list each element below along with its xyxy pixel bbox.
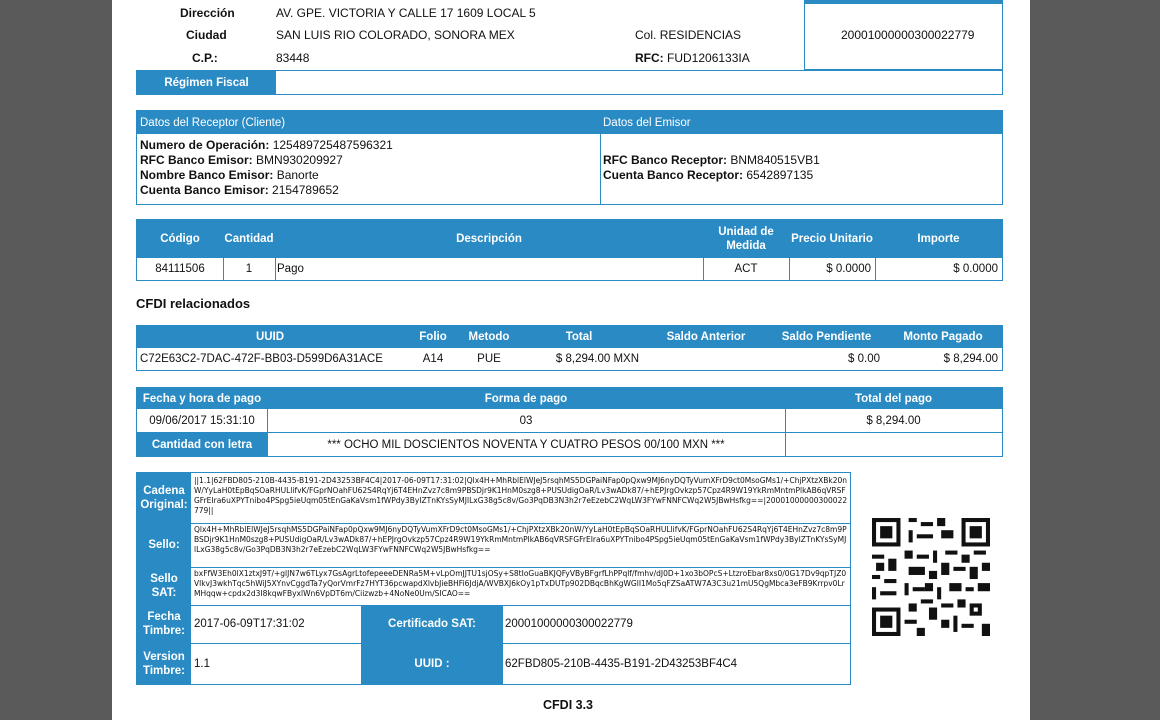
direccion-value: AV. GPE. VICTORIA Y CALLE 17 1609 LOCAL 5 (276, 6, 536, 20)
fecha-timbre: 2017-06-09T17:31:02 (194, 618, 305, 630)
cert-sat-label: Certificado SAT: (362, 605, 502, 643)
cfdi-relacionados-table (136, 325, 1003, 371)
rel-monto-pagado: $ 8,294.00 (943, 353, 998, 365)
col-saldo-anterior: Saldo Anterior (643, 326, 769, 348)
sello-sat: bxFfW3Eh0lX1ztxJ9T/+glJN7w6TLyx7GsAgrLtofepeeeDENRa5M+vLpOmJJTU1sjOSy+S8tIoGuaBKJQFyVByBFgrfLhPPqlf/fmhv/dJ0D+1xo3bOPcS+LtzroEbar8xs0/0G17Dv9qpTJZ0VlkvJ3wkhTqc5hWiJ5XYnvCggdTa7yQorVmrFz7HYT36pcwapdXlvbJieBHFi6JdjA/WVBXJ6kOy1pTxDUTp902DBqcBhKgWGlI1Mo5qFZSaATW7A3C3u21mU5QgMbca3eFB9Krrpv0LrMHqqw+cpdx2d3I8kqwFByxlWn6VpDT6m/Ciizwzb+4NoNe0Um/SICAO== (194, 569, 847, 598)
cadena-label: Cadena Original: (137, 473, 191, 523)
cantidad-letra-label: Cantidad con letra (137, 433, 267, 456)
pago-table (136, 387, 1003, 457)
rfc-banco-emisor: RFC Banco Emisor: BMN930209927 (140, 153, 343, 167)
cfdi-relacionados-title: CFDI relacionados (136, 296, 251, 311)
invoice-page (112, 0, 1030, 720)
cert-box (804, 0, 1003, 70)
col-monto-pagado: Monto Pagado (884, 326, 1002, 348)
row-codigo: 84111506 (155, 263, 205, 275)
total-pago: $ 8,294.00 (866, 414, 921, 427)
col-precio: Precio Unitario (789, 220, 875, 258)
row-unidad: ACT (734, 263, 758, 275)
col-value: Col. RESIDENCIAS (635, 28, 742, 42)
rel-metodo: PUE (477, 353, 501, 365)
col-codigo: Código (137, 220, 223, 258)
cert-sat: 20001000000300022779 (505, 618, 633, 630)
col-saldo-pendiente: Saldo Pendiente (769, 326, 884, 348)
col-uuid: UUID (137, 326, 403, 348)
row-precio: $ 0.0000 (826, 263, 871, 275)
cp-label: C.P.: (192, 51, 218, 65)
rel-saldo-anterior (643, 348, 769, 370)
row-importe: $ 0.0000 (953, 263, 998, 275)
row-descripcion: Pago (277, 263, 304, 275)
forma-pago-label: Forma de pago (267, 388, 785, 409)
uuid-label: UUID : (362, 643, 502, 684)
cfdi-version: CFDI 3.3 (543, 698, 594, 712)
forma-pago: 03 (519, 414, 533, 427)
regimen-row (136, 70, 1003, 95)
nombre-banco-emisor: Nombre Banco Emisor: Banorte (140, 168, 319, 182)
rel-folio: A14 (422, 353, 444, 365)
receptor-title: Datos del Receptor (Cliente) (137, 111, 600, 134)
sello-sat-label: Sello SAT: (137, 567, 191, 605)
col-metodo: Metodo (463, 326, 515, 348)
sello-label: Sello: (137, 523, 191, 567)
direccion-label: Dirección (180, 6, 235, 20)
cantidad-letra: *** OCHO MIL DOSCIENTOS NOVENTA Y CUATRO PESOS 00/100 MXN *** (327, 438, 725, 451)
cuenta-banco-receptor: Cuenta Banco Receptor: 6542897135 (603, 168, 814, 182)
cert-value: 20001000000300022779 (841, 28, 975, 42)
col-descripcion: Descripción (275, 220, 703, 258)
regimen-label: Régimen Fiscal (137, 71, 276, 94)
conceptos-table (136, 219, 1003, 281)
rel-saldo-pendiente: $ 0.00 (848, 353, 880, 365)
cuenta-banco-emisor: Cuenta Banco Emisor: 2154789652 (140, 183, 339, 197)
cp-value: 83448 (276, 51, 310, 65)
fecha-timbre-label: Fecha Timbre: (137, 605, 191, 643)
row-cantidad: 1 (245, 263, 253, 275)
rfc-emisor: RFC: FUD1206133IA (635, 51, 750, 65)
emisor-title: Datos del Emisor (600, 111, 1002, 134)
sello: Qlx4H+MhRblElWJeJ5rsqhMS5DGPaiNFap0pQxw9MJ6nyDQTyVumXFrD9ct0MsoGMs1/+ChjPXtzXBk20nW/YyLaH0tEpBqSOaRHULlifvK/FGprNOahFU62S4RqYj6T4EHnZvz7c8m9PBSDjr9K1HnM0szg8+PUSUdigOaR/Lv3wADk87/+hEPJrgOvkzp57Cpz4R9W19YkRmMntmPlkAB6qVRSFGFrEIra6uXPYTnibo4PSpg5ieUqm05tEnGaKaVsm1fWPdy3ByIZTnKYsSyMJlLxG38g5c8v/Go3PqDB3N3h2r7eEzebC2WqLW3FYwFNNFCWq2W5JBwHsfkg== (194, 525, 847, 554)
ciudad-label: Ciudad (186, 28, 227, 42)
col-unidad: Unidad de Medida (703, 220, 789, 258)
col-cantidad: Cantidad (223, 220, 275, 258)
cadena-original: ||1.1|62FBD805-210B-4435-B191-2D43253BF4C4|2017-06-09T17:31:02|Qlx4H+MhRblElWJeJ5rsqhMS5DGPaiNFap0pQxw9MJ6nyDQTyVumXFrD9ct0MsoGMs1/+ChjPXtzXBk20nW/YyLaH0tEpBqSOaRHULlifvK/FGprNOahFU62S4RqYj6T4EHnZvz7c8m9PBSDjr9K1HnM0szg8+PUSUdigOaR/Lv3wADk87/+hEPJrgOvkzp57Cpz4R9W19YkRmMntmPlkAB6qVRSFGFrEIra6uXPYTnibo4PSpg5ieUqm05tEnGaKaVsm1fWPdy3ByIZTnKYsSyMJlLxG38g5c8v/Go3PqDB3N3h2r7eEzebC2WqLW3FYwFNNFCWq2W5JBwHsfkg==|20001000000300022779|| (194, 476, 848, 515)
fecha-pago: 09/06/2017 15:31:10 (149, 414, 255, 427)
rel-uuid: C72E63C2-7DAC-472F-BB03-D599D6A31ACE (140, 353, 383, 365)
datos-section (136, 110, 1003, 205)
qr-code-icon (872, 518, 990, 636)
rfc-banco-receptor: RFC Banco Receptor: BNM840515VB1 (603, 153, 820, 167)
timbre-table (136, 472, 851, 685)
numero-operacion: Numero de Operación: 125489725487596321 (140, 138, 393, 152)
version-timbre: 1.1 (194, 657, 210, 670)
col-folio: Folio (403, 326, 463, 348)
rel-total: $ 8,294.00 MXN (555, 353, 639, 365)
col-total: Total (515, 326, 643, 348)
fecha-pago-label: Fecha y hora de pago (137, 388, 267, 409)
uuid-value: 62FBD805-210B-4435-B191-2D43253BF4C4 (505, 657, 738, 670)
version-timbre-label: Version Timbre: (137, 643, 191, 684)
total-pago-label: Total del pago (785, 388, 1002, 409)
ciudad-value: SAN LUIS RIO COLORADO, SONORA MEX (276, 28, 515, 42)
col-importe: Importe (875, 220, 1002, 258)
